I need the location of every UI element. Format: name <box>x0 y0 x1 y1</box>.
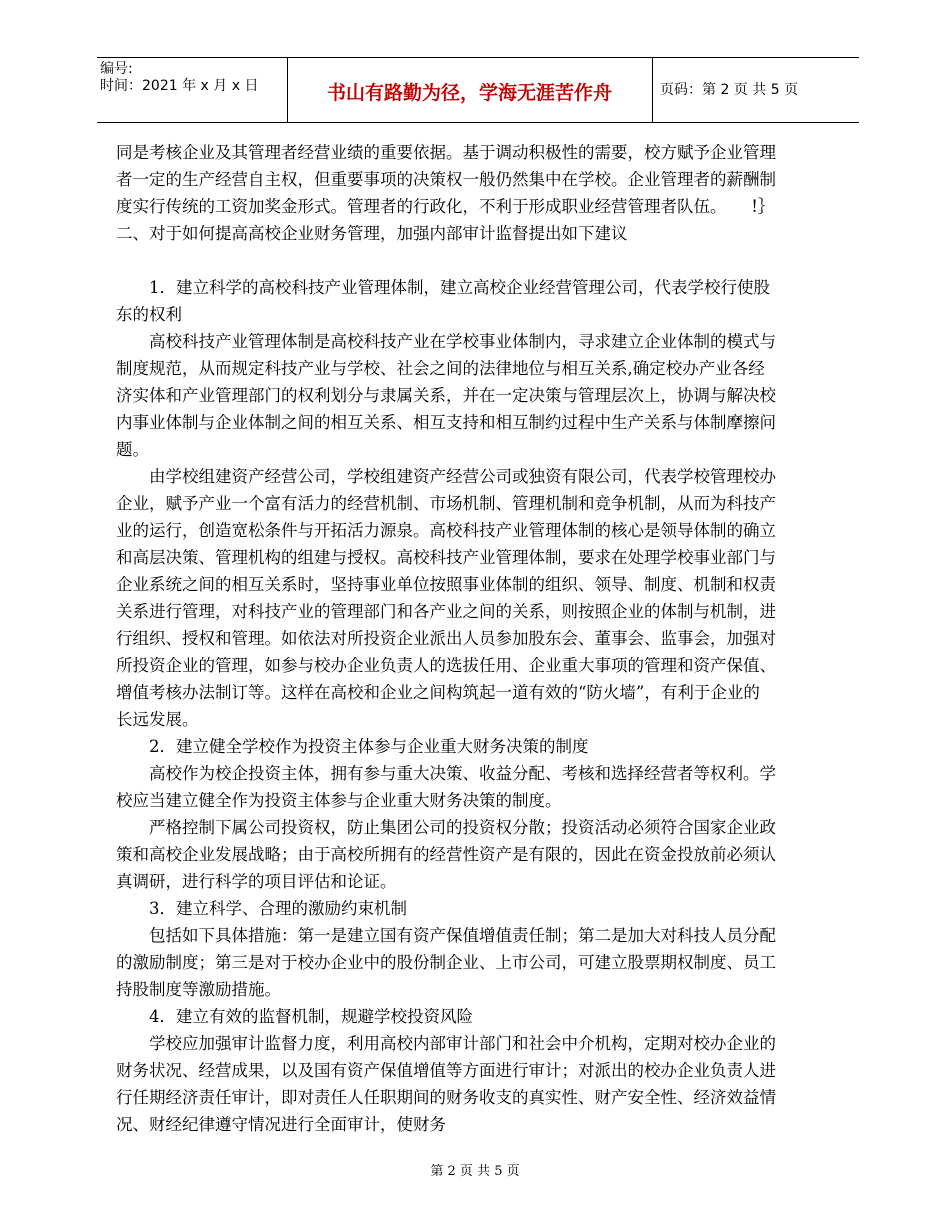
header-divider-2 <box>652 57 653 122</box>
header-page-info: 页码：第 2 页 共 5 页 <box>660 82 799 98</box>
serial-number-label: 编号: <box>100 61 133 77</box>
page-footer: 第 2 页 共 5 页 <box>430 1164 520 1179</box>
document-body <box>116 139 776 1138</box>
paragraph: 由学校组建资产经营公司，学校组建资产经营公司或独资有限公司，代表学校管理校办企业，赋予产业一个富有活力的经营机制、市场机制、管理机制和竞争机制，从而为科技产业的运行，创造宽松条件与开拓活力源泉。高校科技产业管理体制的核心是领导体制的确立和高层决策、管理机构的组建与授权。高校科技产业管理体制，要求在处理学校事业部门与企业系统之间的相互关系时，坚持事业单位按照事业体制的组织、领导、制度、机制和权责关系进行管理，对科技产业的管理部门和各产业之间的关系，则按照企业的体制与机制，进行组织、授权和管理。如依法对所投资企业派出人员参加股东会、董事会、监事会，加强对所投资企业的管理，如参与校办企业负责人的选拔任用、企业重大事项的管理和资产保值、增值考核办法制订等。这样在高校和企业之间构筑起一道有效的“防火墙”，有利于企业的长远发展。 <box>116 467 776 729</box>
section-heading: 3．建立科学、合理的激励约束机制 <box>149 899 407 918</box>
date-label: 时间：2021 年 x 月 x 日 <box>100 78 259 94</box>
header-rule-bottom <box>97 122 859 123</box>
paragraph: 高校作为校企投资主体，拥有参与重大决策、收益分配、考核和选择经营者等权利。学校应当建立健全作为投资主体参与企业重大财务决策的制度。 <box>116 764 776 810</box>
header-motto: 书山有路勤为径，学海无涯苦作舟 <box>326 82 612 104</box>
header-meta <box>100 61 258 95</box>
paragraph-gap <box>116 247 776 274</box>
paragraph: 学校应加强审计监督力度，利用高校内部审计部门和社会中介机构，定期对校办企业的财务状况、经营成果，以及国有资产保值增值等方面进行审计；对派出的校办企业负责人进行任期经济责任审计，即对责任人任职期间的财务收支的真实性、财产安全性、经济效益情况、财经纪律遵守情况进行全面审计，使财务 <box>116 1034 776 1134</box>
section-heading: 2．建立健全学校作为投资主体参与企业重大财务决策的制度 <box>149 737 589 756</box>
section-heading: 1．建立科学的高校科技产业管理体制，建立高校企业经营管理公司，代表学校行使股东的权利 <box>116 278 770 324</box>
paragraph: 严格控制下属公司投资权，防止集团公司的投资权分散；投资活动必须符合国家企业政策和高校企业发展战略；由于高校所拥有的经营性资产是有限的，因此在资金投放前必须认真调研，进行科学的项目评估和论证。 <box>116 818 776 891</box>
paragraph: 包括如下具体措施：第一是建立国有资产保值增值责任制；第二是加大对科技人员分配的激励制度；第三是对于校办企业中的股份制企业、上市公司，可建立股票期权制度、员工持股制度等激励措施。 <box>116 926 776 999</box>
header-rule-top <box>97 57 859 58</box>
section-heading: 4．建立有效的监督机制，规避学校投资风险 <box>149 1007 473 1026</box>
paragraph: 同是考核企业及其管理者经营业绩的重要依据。基于调动积极性的需要，校方赋予企业管理者一定的生产经营自主权，但重要事项的决策权一般仍然集中在学校。企业管理者的薪酬制度实行传统的工资加奖金形式。管理者的行政化，不利于形成职业经营管理者队伍。 !｝二、对于如何提高高校企业财务管理，加强内部审计监督提出如下建议 <box>116 143 776 243</box>
paragraph: 高校科技产业管理体制是高校科技产业在学校事业体制内，寻求建立企业体制的模式与制度规范，从而规定科技产业与学校、社会之间的法律地位与相互关系,确定校办产业各经济实体和产业管理部门的权利划分与隶属关系，并在一定决策与管理层次上，协调与解决校内事业体制与企业体制之间的相互关系、相互支持和相互制约过程中生产关系与体制摩擦问题。 <box>116 332 776 459</box>
